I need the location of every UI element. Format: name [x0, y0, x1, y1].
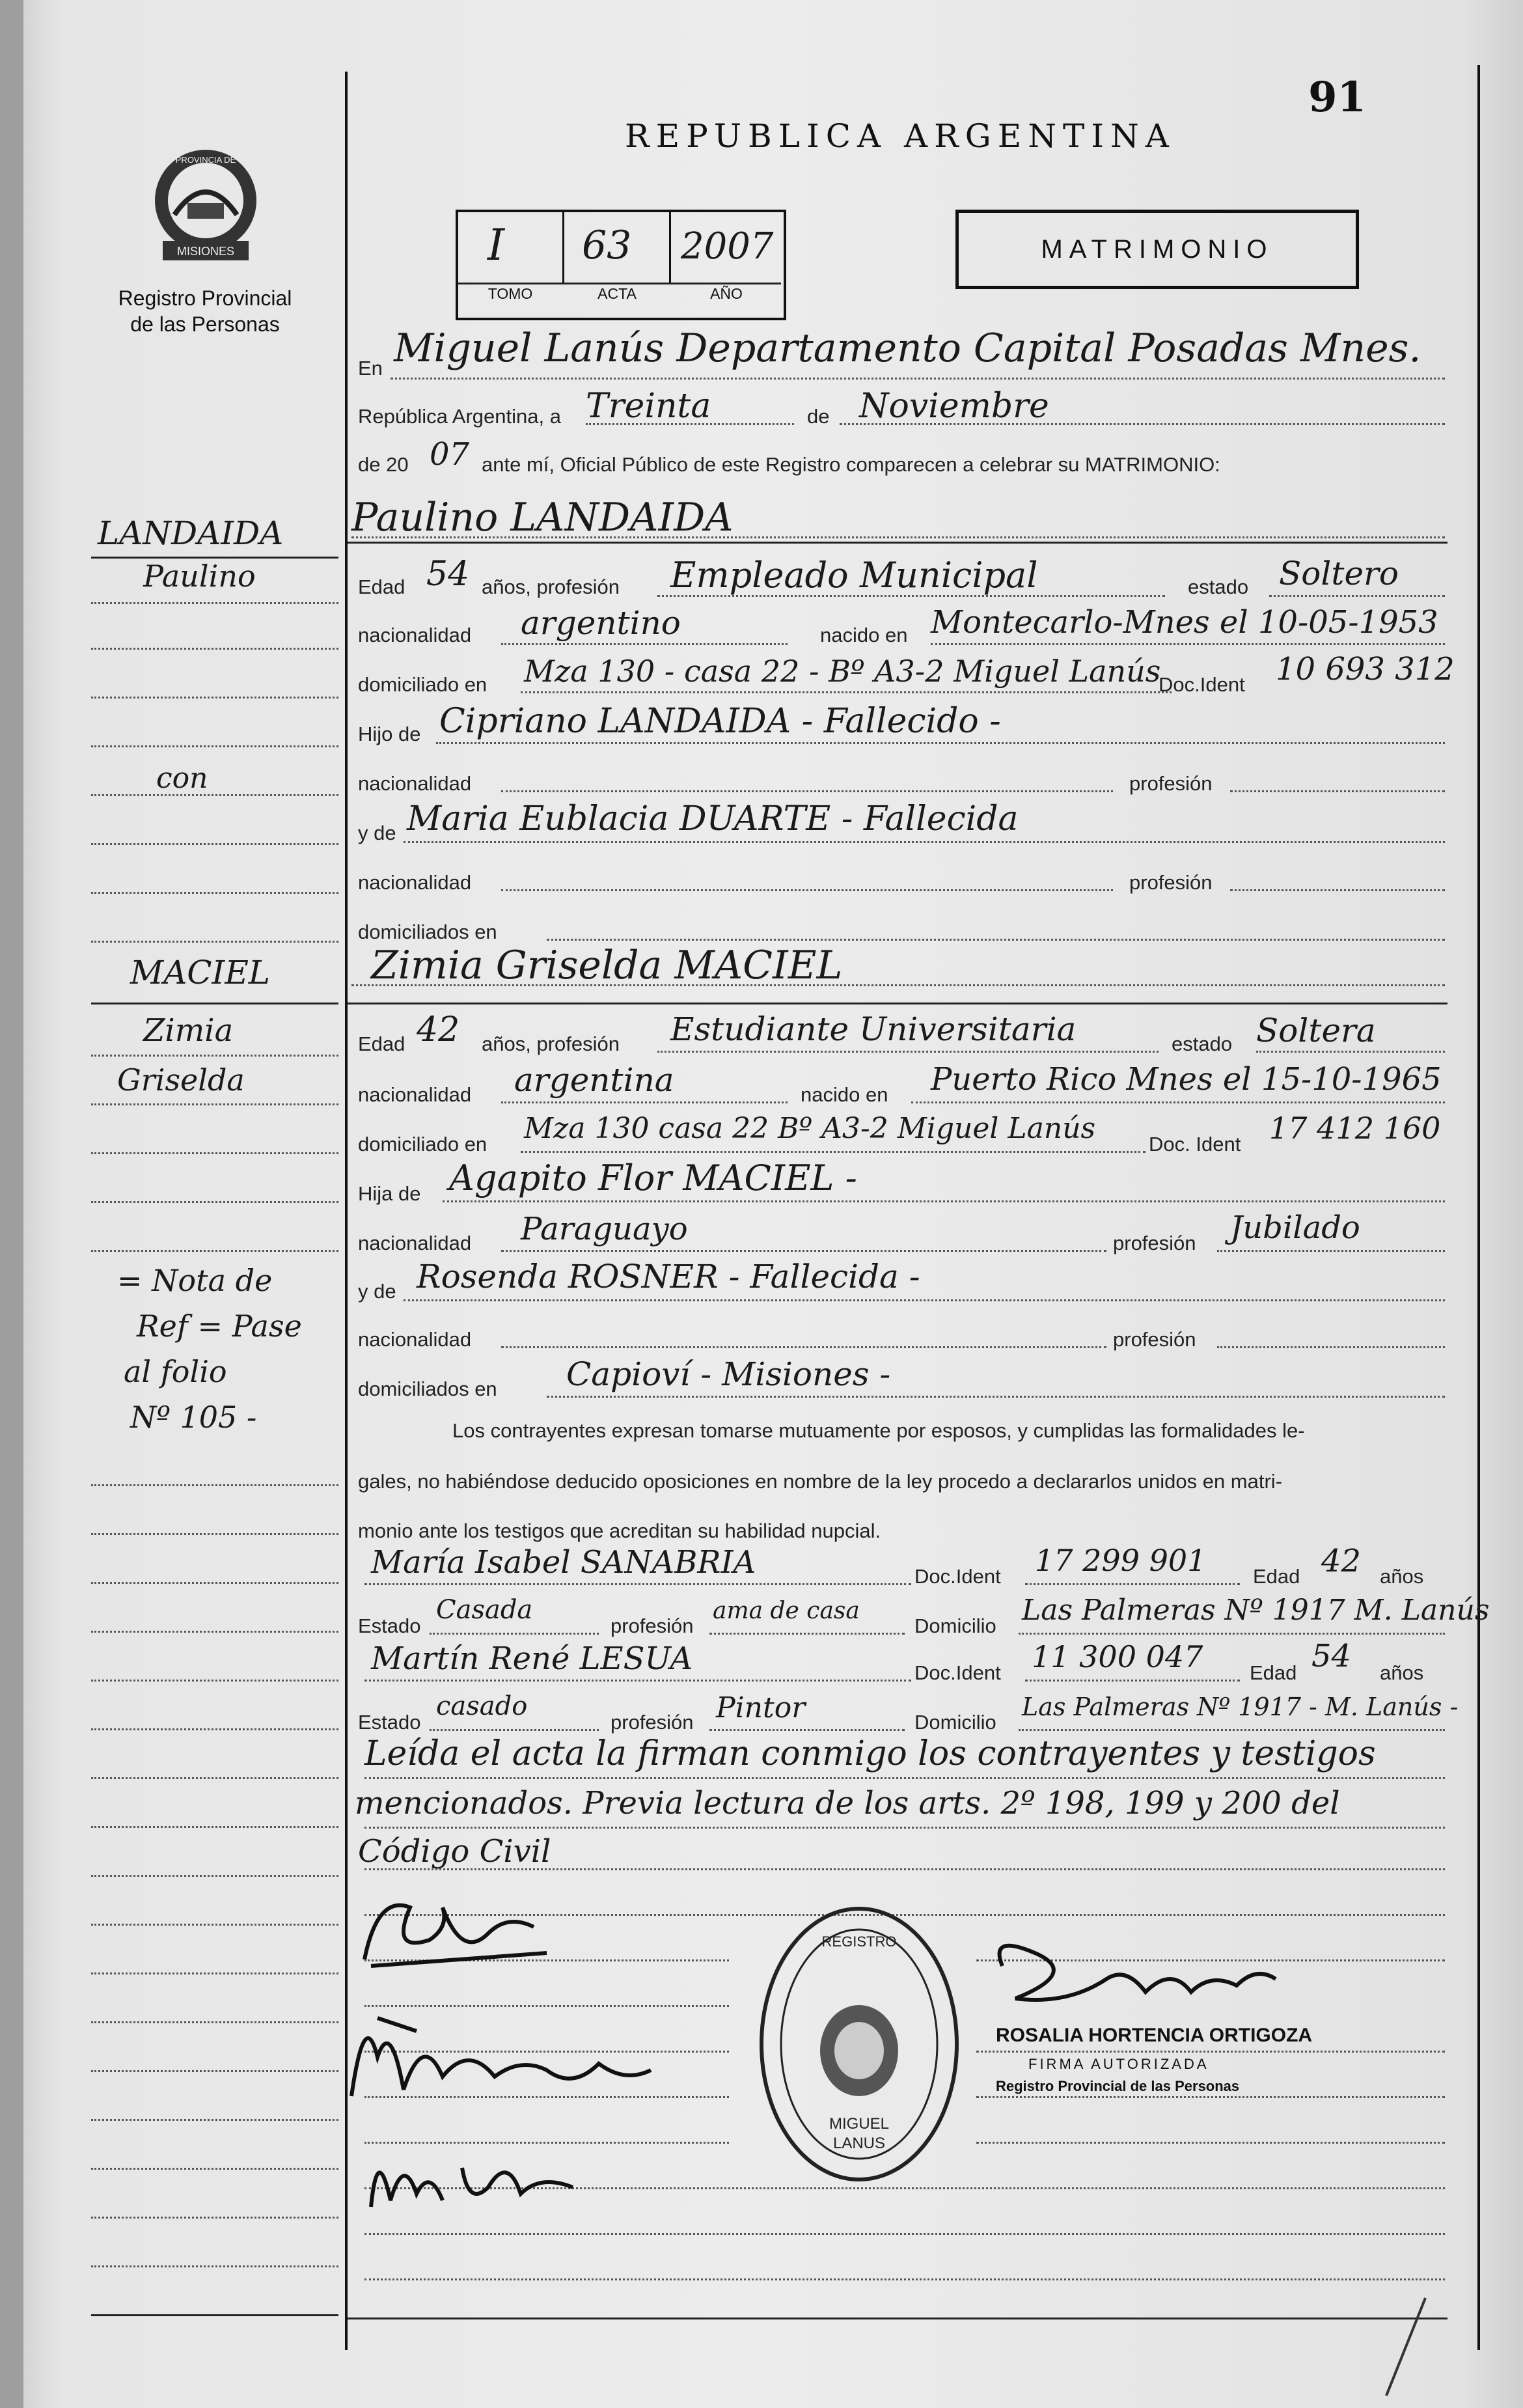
anio-cell: 2007 — [681, 225, 774, 268]
bride-mother: Rosenda ROSNER - Fallecida - — [417, 1258, 920, 1295]
bride-profession: Estudiante Universitaria — [670, 1010, 1077, 1048]
margin-bride-name2: Griselda — [117, 1062, 245, 1098]
official-registry: Registro Provincial de las Personas — [996, 2078, 1240, 2094]
witness2-status: casado — [436, 1691, 528, 1721]
groom-id-number: 10 693 312 — [1276, 651, 1455, 687]
declaration-line3: monio ante los testigos que acreditan su habilidad nupcial. — [358, 1519, 881, 1542]
official-name: ROSALIA HORTENCIA ORTIGOZA — [996, 2025, 1313, 2046]
document-page: 91 REPUBLICA ARGENTINA MISIONES PROVINCIA DE Registro Provincial de las Personas I 63 2007 TOMO ACTA AÑO MATRIMONIO LANDAIDA Paulino con MACIEL Zimia Griselda = Nota de Ref = Pase al folio Nº 105 - En Miguel Lanús Departamento Capital Posadas Mnes. República Argentina, a Treinta de Noviembre de 20 07 ante mí, Oficial Público de este Registro comparecen a celebrar su MATRIMONIO: Paulino LANDAIDA Edad 54 años, profesión Empleado Municipal estado Soltero nacionalidad argentino nacido en Montecarlo-Mnes el 10-05-1953 domiciliado en Mza 130 - casa 22 - Bº A3-2 Miguel Lanús Doc.Ident 10 693 312 Hijo de Cipriano LANDAIDA - Fallecido - nacionalidad profesión y de Maria Eublacia DUARTE - Fallecida nacionalidad profesión domiciliados en Zimia Griselda MACIEL Edad 42 años, profesión Estudiante Universitaria estado Soltera nacionalidad argentina nacido en Puerto Rico Mnes el 15-10-1965 domiciliado en Mza 130 casa 22 Bº A3-2 Miguel Lanús Doc. Ident 17 412 160 Hija de Agapito Flor MACIEL - nacionalidad Paraguayo profesión Jubilado y de Rosenda ROSNER - Fallecida - nacionalidad profesión domiciliados en Capioví - Misiones - Los contrayentes expresan tomarse mutuamente por esposos, y cumplidas las formalidades le- gales, no habiéndose deducido oposiciones en nombre de la ley procedo a declararlos unidos en matri- monio ante los testigos que acreditan su habilidad nupcial. María Isabel SANABRIA Doc.Ident 17 299 901 Edad 42 años Estado Casada profesión ama de casa Domicilio Las Palmeras Nº 1917 M. Lanús Martín René LESUA Doc.Ident 11 300 047 Edad 54 años Estado casado profesión Pintor Domicilio Las Palmeras Nº 1917 - M. Lanús - Leída el acta la firman conmigo los contrayentes y testigos mencionados. Previa lectura de los arts. 2º 198, 199 y 200 del Código Civil REGISTRO MIGUEL LANUS ROSALIA HORTENCIA ORTIGOZA FIRMA AUTORIZADA Registro Provincial de las Personas — [0, 0, 1523, 2408]
day-field: Treinta — [586, 387, 711, 426]
bride-marital-status: Soltera — [1256, 1012, 1376, 1049]
tomo-cell: I — [458, 212, 564, 284]
official-signature — [976, 1927, 1289, 2031]
year-suffix: 07 — [430, 436, 470, 473]
groom-full-name: Paulino LANDAIDA — [351, 495, 734, 540]
witness2-name: Martín René LESUA — [371, 1640, 693, 1677]
margin-note-line4: Nº 105 - — [130, 1400, 257, 1435]
place-of-record: Miguel Lanús Departamento Capital Posadas Mnes. — [394, 325, 1421, 371]
margin-note-line3: al folio — [124, 1354, 227, 1389]
margin-groom-name: Paulino — [143, 559, 256, 594]
month-field: Noviembre — [859, 387, 1049, 426]
bride-signature — [338, 1992, 664, 2122]
record-type-box: MATRIMONIO — [955, 210, 1359, 289]
svg-text:REGISTRO: REGISTRO — [821, 1933, 897, 1950]
svg-text:LANUS: LANUS — [832, 2135, 886, 2152]
bride-full-name: Zimia Griselda MACIEL — [371, 943, 843, 988]
witness2-address: Las Palmeras Nº 1917 - M. Lanús - — [1022, 1693, 1459, 1721]
province-seal-logo — [148, 143, 263, 273]
groom-profession: Empleado Municipal — [670, 555, 1038, 596]
witness1-name: María Isabel SANABRIA — [371, 1544, 756, 1581]
svg-text:PROVINCIA DE: PROVINCIA DE — [175, 155, 236, 165]
bride-parents-residence: Capioví - Misiones - — [566, 1355, 891, 1393]
witness1-status: Casada — [436, 1595, 533, 1625]
witness2-doc: 11 300 047 — [1032, 1639, 1203, 1674]
witness2-profession: Pintor — [716, 1691, 806, 1724]
groom-birthplace-date: Montecarlo-Mnes el 10-05-1953 — [931, 604, 1438, 641]
margin-note-line2: Ref = Pase — [137, 1308, 302, 1344]
declaration-line1: Los contrayentes expresan tomarse mutuamente por esposos, y cumplidas las formalidades le- — [452, 1419, 1305, 1442]
bride-nationality: argentina — [514, 1061, 674, 1099]
margin-groom-surname: LANDAIDA — [98, 514, 284, 552]
svg-text:MISIONES: MISIONES — [176, 245, 235, 258]
groom-marital-status: Soltero — [1279, 555, 1399, 592]
bride-address: Mza 130 casa 22 Bº A3-2 Miguel Lanús — [524, 1112, 1096, 1145]
margin-con: con — [156, 762, 208, 795]
bride-age: 42 — [417, 1010, 460, 1049]
bride-father-profession: Jubilado — [1230, 1210, 1360, 1246]
closing-line1: Leída el acta la firman conmigo los contrayentes y testigos — [364, 1734, 1376, 1773]
witness1-address: Las Palmeras Nº 1917 M. Lanús — [1022, 1594, 1490, 1627]
svg-text:MIGUEL: MIGUEL — [829, 2115, 890, 2133]
groom-father: Cipriano LANDAIDA - Fallecido - — [439, 702, 1001, 741]
bride-father-nationality: Paraguayo — [521, 1211, 688, 1247]
document-title: REPUBLICA ARGENTINA — [625, 117, 1175, 155]
acta-cell: 63 — [565, 212, 671, 284]
closing-line2: mencionados. Previa lectura de los arts. 2º 198, 199 y 200 del — [355, 1785, 1340, 1821]
bride-id-number: 17 412 160 — [1269, 1111, 1441, 1146]
margin-bride-name1: Zimia — [143, 1012, 234, 1049]
declaration-line2: gales, no habiéndose deducido oposiciones en nombre de la ley procedo a declararlos unidos en matri- — [358, 1470, 1283, 1493]
margin-bride-surname: MACIEL — [130, 954, 271, 991]
groom-mother: Maria Eublacia DUARTE - Fallecida — [407, 799, 1019, 838]
page-corner-mark — [1373, 2291, 1438, 2402]
bride-father: Agapito Flor MACIEL - — [449, 1157, 857, 1198]
margin-note-line1: = Nota de — [117, 1263, 273, 1298]
groom-nationality: argentino — [521, 604, 681, 642]
registry-oval-stamp — [755, 1901, 963, 2187]
page-binding-edge — [0, 0, 23, 2408]
witness1-profession: ama de casa — [713, 1598, 860, 1624]
page-number: 91 — [1308, 73, 1367, 122]
right-page-rule — [1477, 65, 1480, 2350]
witness-signature — [358, 2129, 592, 2220]
groom-signature — [351, 1881, 560, 1979]
closing-line3: Código Civil — [358, 1833, 551, 1870]
bride-birthplace-date: Puerto Rico Mnes el 15-10-1965 — [931, 1061, 1442, 1098]
witness2-age: 54 — [1311, 1638, 1352, 1674]
groom-address: Mza 130 - casa 22 - Bº A3-2 Miguel Lanús — [524, 654, 1161, 689]
official-role: FIRMA AUTORIZADA — [1028, 2056, 1209, 2072]
witness1-doc: 17 299 901 — [1035, 1543, 1207, 1578]
witness1-age: 42 — [1321, 1543, 1362, 1579]
groom-age: 54 — [426, 555, 470, 594]
registry-name: Registro Provincial de las Personas — [118, 286, 292, 336]
record-number-table: I 63 2007 TOMO ACTA AÑO — [456, 210, 786, 320]
